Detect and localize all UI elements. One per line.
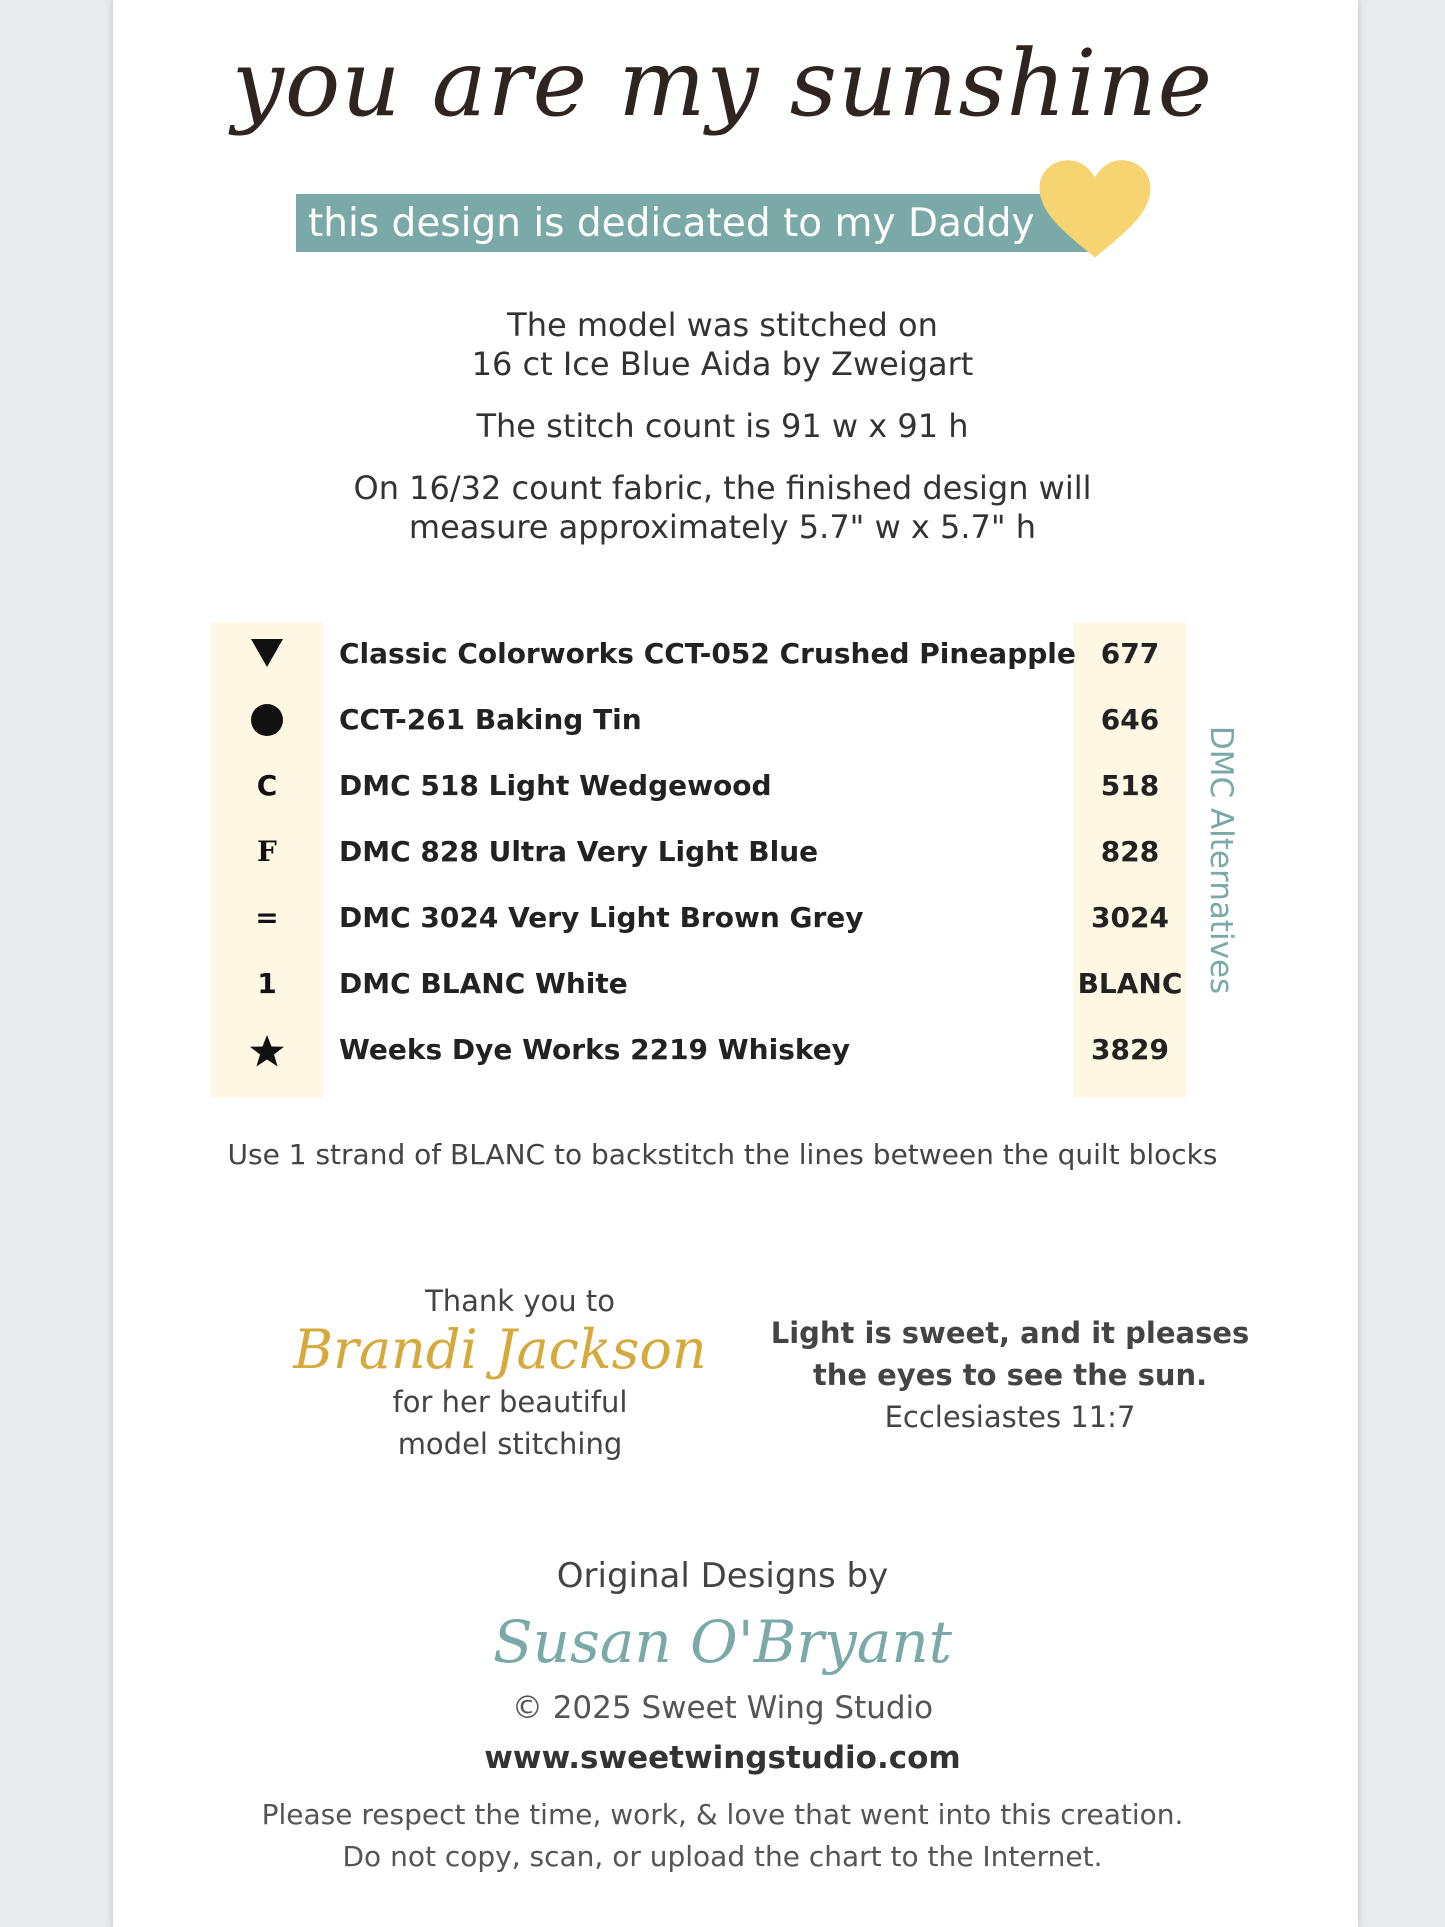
- design-title: you are my sunshine: [231, 30, 1214, 137]
- symbol-letter: 1: [257, 967, 277, 1000]
- thanks-line-2: for her beautiful: [392, 1385, 628, 1419]
- thread-name: DMC 3024 Very Light Brown Grey: [339, 901, 864, 934]
- thread-name: Classic Colorworks CCT-052 Crushed Pineapple: [339, 637, 1076, 670]
- key-row: [211, 888, 1186, 948]
- copyright-notice-2: Do not copy, scan, or upload the chart to the Internet.: [342, 1840, 1103, 1873]
- symbol-letter: C: [256, 769, 278, 802]
- dmc-number: 828: [1100, 835, 1160, 868]
- dedication-text: this design is dedicated to my Daddy: [308, 201, 1035, 246]
- symbol-letter: F: [257, 835, 277, 868]
- circle-icon: [211, 690, 323, 750]
- dmc-number: 3024: [1091, 901, 1169, 934]
- quote-reference: Ecclesiastes 11:7: [884, 1400, 1136, 1434]
- thanks-line-1: Thank you to: [425, 1284, 615, 1318]
- designer-signature: Susan O'Bryant: [492, 1608, 953, 1676]
- scripture-quote: [770, 1312, 1250, 1438]
- dmc-number: 677: [1100, 637, 1160, 670]
- star-icon: [211, 1020, 323, 1080]
- dmc-number: BLANC: [1077, 967, 1183, 1000]
- dmc-alternatives-text: DMC Alternatives: [1203, 725, 1239, 995]
- designs-by-label: Original Designs by: [556, 1556, 889, 1596]
- key-row: [211, 954, 1186, 1014]
- finished-size-line-2: measure approximately 5.7" w x 5.7" h: [408, 508, 1037, 546]
- quote-line-2: the eyes to see the sun.: [812, 1358, 1208, 1392]
- model-line-2: 16 ct Ice Blue Aida by Zweigart: [471, 345, 974, 383]
- key-row: [211, 1020, 1186, 1080]
- finished-size-line-1: On 16/32 count fabric, the finished design will: [353, 469, 1092, 507]
- quote-line-1: Light is sweet, and it pleases: [770, 1316, 1250, 1350]
- thread-name: Weeks Dye Works 2219 Whiskey: [339, 1033, 850, 1066]
- thanks-block: [240, 1284, 760, 1466]
- triangle-down-icon: [211, 624, 323, 684]
- stitch-count: The stitch count is 91 w x 91 h: [476, 407, 969, 445]
- copyright: © 2025 Sweet Wing Studio: [511, 1690, 934, 1726]
- thanks-line-3: model stitching: [397, 1427, 623, 1461]
- thread-name: DMC BLANC White: [339, 967, 628, 1000]
- dmc-number: 3829: [1091, 1033, 1169, 1066]
- heart-icon: [1036, 158, 1154, 262]
- symbol-letter: =: [255, 901, 279, 934]
- website-link[interactable]: www.sweetwingstudio.com: [484, 1740, 961, 1776]
- key-row: [211, 822, 1186, 882]
- key-row: [211, 690, 1186, 750]
- dmc-number: 518: [1100, 769, 1160, 802]
- backstitch-note: Use 1 strand of BLANC to backstitch the lines between the quilt blocks: [227, 1138, 1218, 1171]
- thread-name: CCT-261 Baking Tin: [339, 703, 642, 736]
- key-row: [211, 756, 1186, 816]
- thread-name: DMC 828 Ultra Very Light Blue: [339, 835, 819, 868]
- thread-name: DMC 518 Light Wedgewood: [339, 769, 772, 802]
- stitcher-name: Brandi Jackson: [293, 1318, 707, 1381]
- copyright-notice-1: Please respect the time, work, & love that went into this creation.: [261, 1798, 1184, 1831]
- key-row: [211, 624, 1186, 684]
- model-line-1: The model was stitched on: [507, 306, 938, 344]
- dmc-number: 646: [1100, 703, 1160, 736]
